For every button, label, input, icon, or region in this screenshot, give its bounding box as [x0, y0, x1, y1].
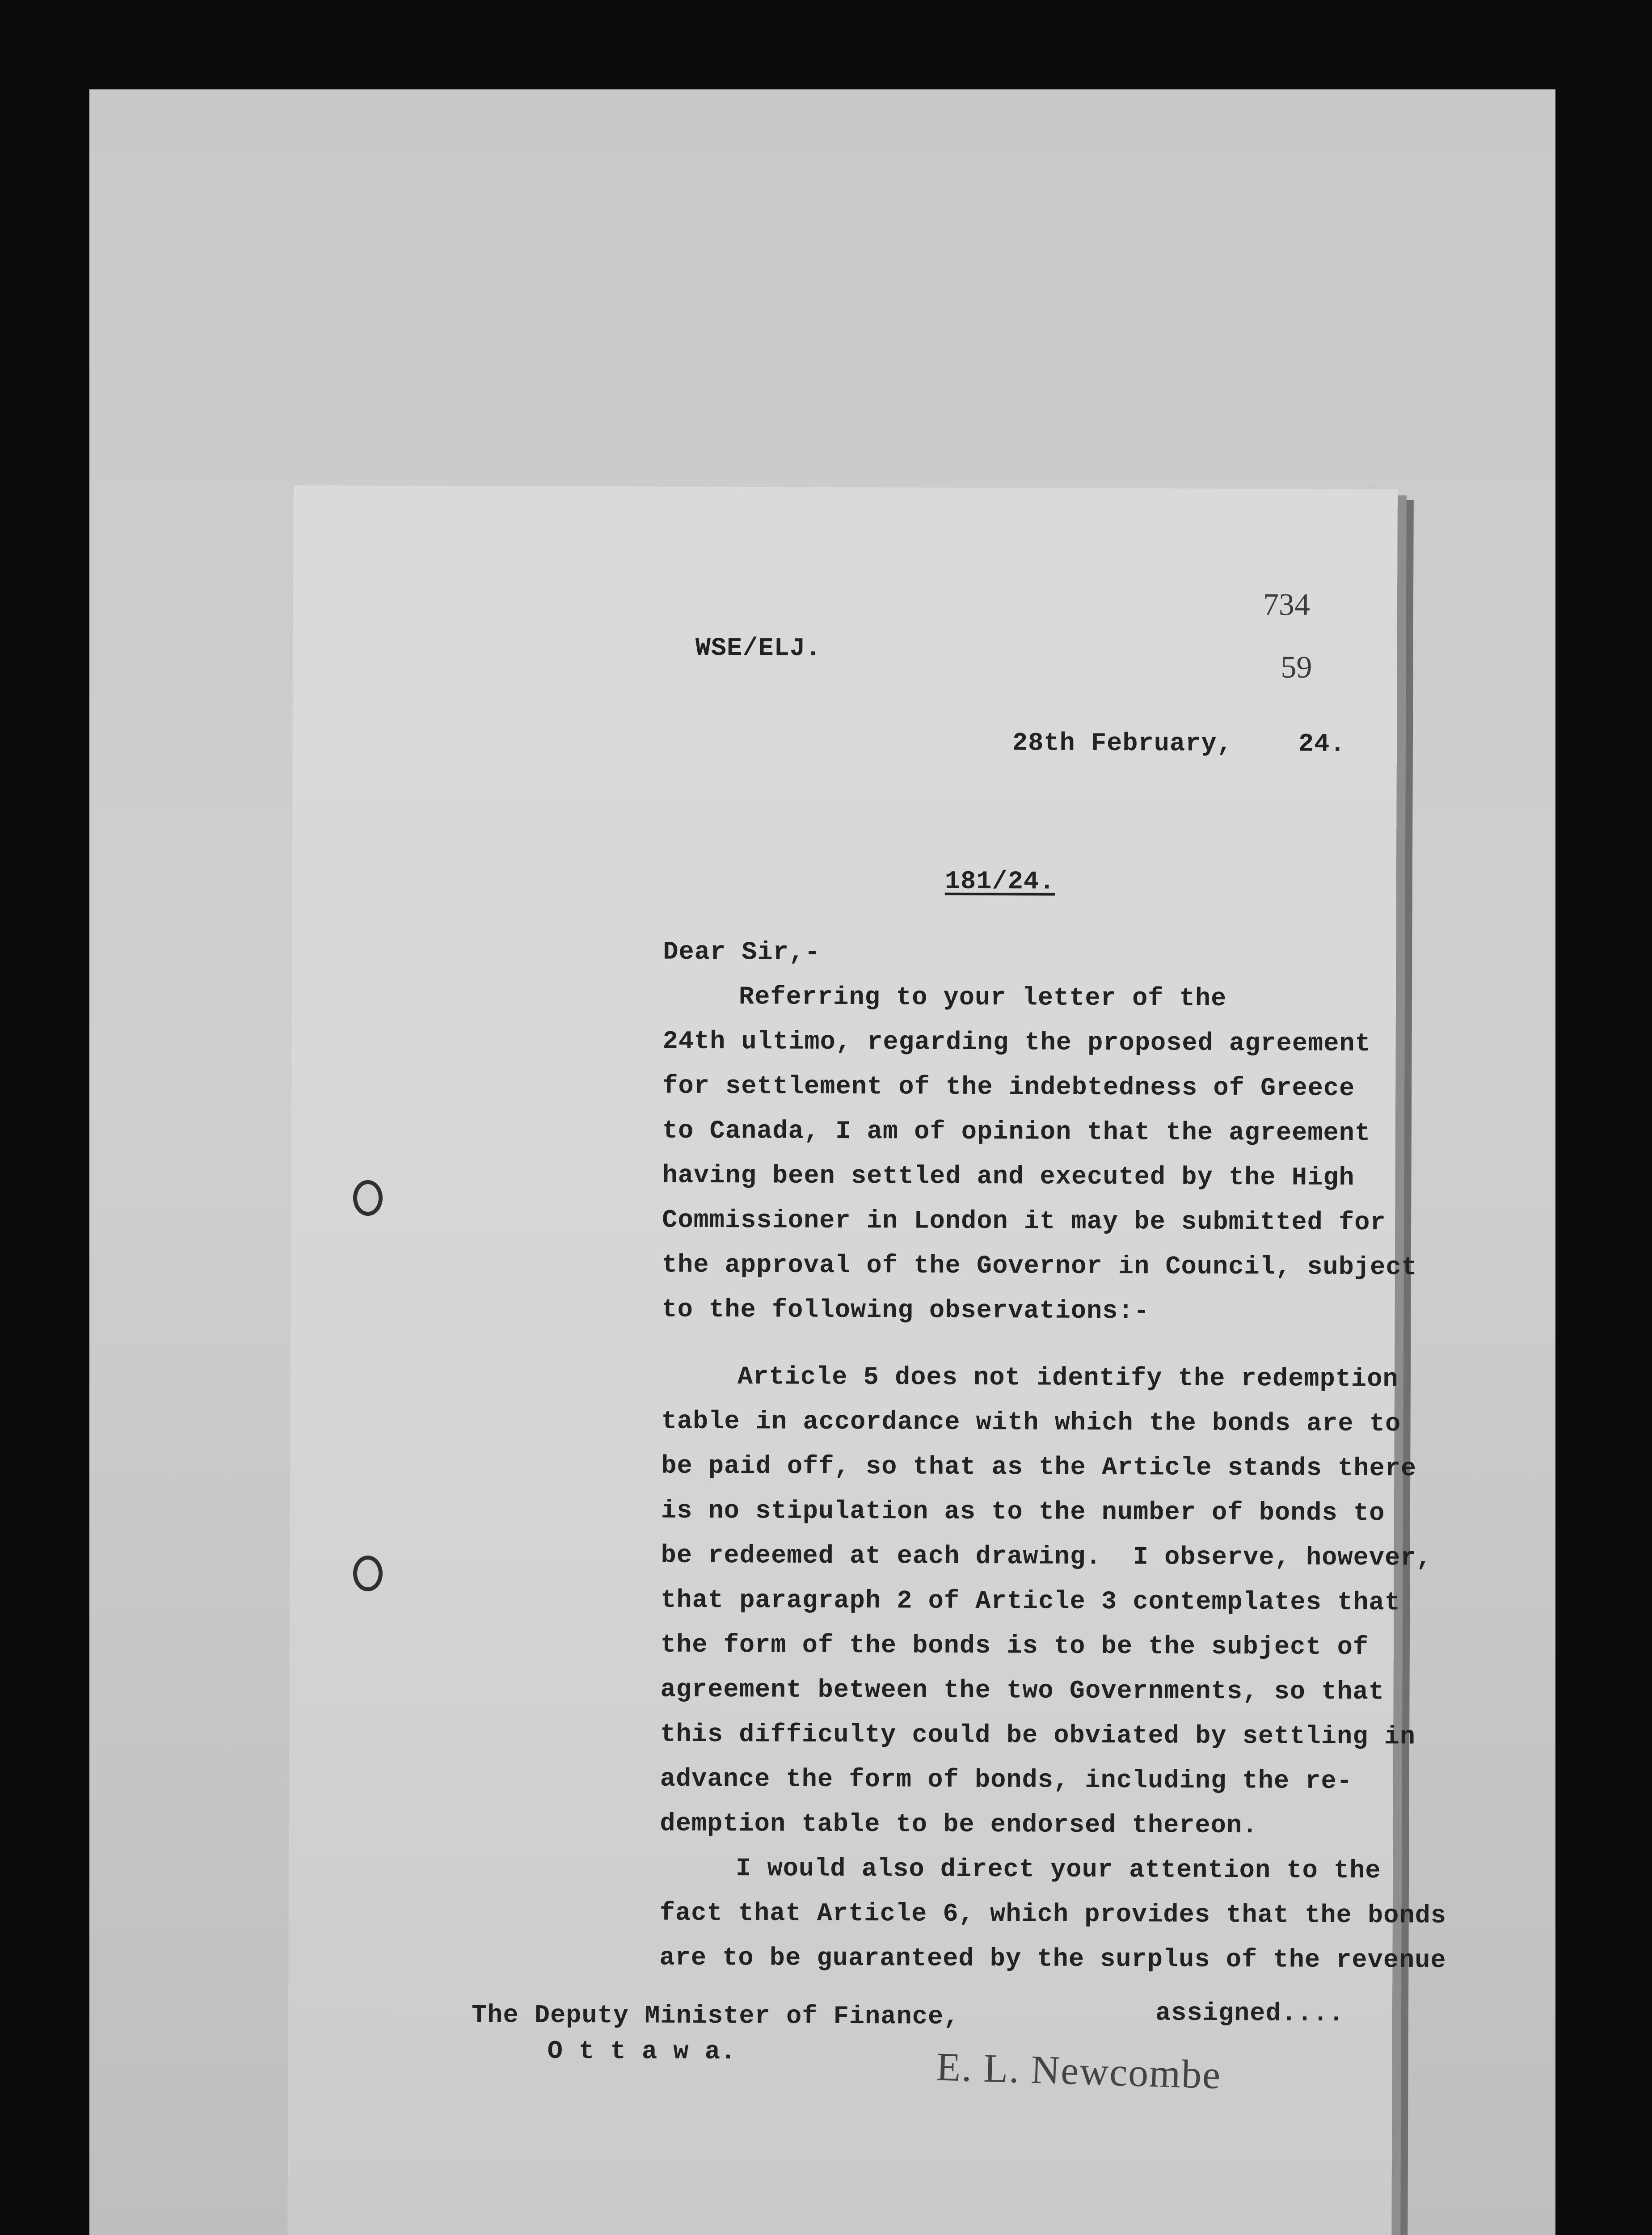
body-line: that paragraph 2 of Article 3 contemplates that: [661, 1586, 1400, 1618]
body-line: demption table to be endorsed thereon.: [660, 1809, 1258, 1841]
reference-initials: WSE/ELJ.: [695, 634, 822, 663]
punch-hole: [353, 1556, 383, 1591]
body-line: the approval of the Governor in Council, subject: [662, 1251, 1417, 1282]
body-line: having been settled and executed by the High: [662, 1161, 1355, 1193]
body-line: Article 5 does not identify the redemption: [737, 1363, 1399, 1394]
body-line: is no stipulation as to the number of bonds to: [661, 1497, 1385, 1528]
body-line: Referring to your letter of the: [738, 983, 1227, 1013]
punch-hole: [353, 1180, 383, 1216]
body-line: be redeemed at each drawing. I observe, however,: [661, 1541, 1432, 1573]
salutation: Dear Sir,-: [663, 938, 821, 967]
body-line: this difficulty could be obviated by settling in: [660, 1720, 1416, 1752]
body-line: table in accordance with which the bonds are to: [661, 1407, 1401, 1439]
continuation-word: assigned....: [1155, 1999, 1344, 2028]
folio-number-stamped: 734: [1263, 587, 1311, 622]
recipient-city: O t t a w a.: [547, 2037, 737, 2067]
folio-number: 59: [1281, 650, 1312, 685]
letter-date: 28th February,: [1012, 729, 1233, 759]
body-line: 24th ultimo, regarding the proposed agreement: [662, 1027, 1371, 1059]
body-line: advance the form of bonds, including the re-: [660, 1765, 1353, 1796]
letter-year: 24.: [1298, 730, 1346, 759]
body-line: to the following observations:-: [662, 1295, 1150, 1326]
body-line: to Canada, I am of opinion that the agreement: [662, 1117, 1371, 1148]
letter-page: [287, 485, 1447, 2235]
body-line: Commissioner in London it may be submitted for: [662, 1206, 1386, 1238]
body-line: are to be guaranteed by the surplus of the revenue: [659, 1944, 1446, 1975]
body-line: I would also direct your attention to the: [736, 1855, 1381, 1886]
recipient-title: The Deputy Minister of Finance,: [471, 2001, 960, 2032]
body-line: agreement between the two Governments, so that: [660, 1675, 1385, 1707]
file-number: 181/24.: [944, 867, 1055, 897]
body-line: fact that Article 6, which provides that the bonds: [659, 1899, 1447, 1931]
body-line: be paid off, so that as the Article stands there: [661, 1452, 1417, 1484]
body-line: for settlement of the indebtedness of Greece: [662, 1072, 1355, 1103]
body-line: the form of the bonds is to be the subject of: [660, 1631, 1369, 1662]
signature-stamp: E. L. Newcombe: [936, 2045, 1222, 2098]
